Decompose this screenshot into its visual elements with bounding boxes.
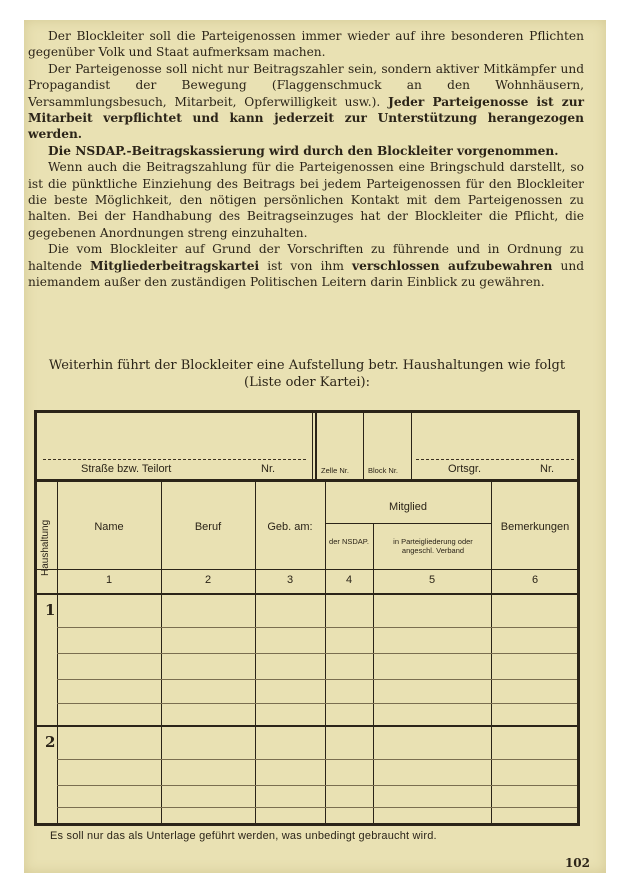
haushaltung-label: Haushaltung bbox=[40, 519, 51, 577]
col-name-header: Name bbox=[94, 521, 124, 533]
paragraph-5-d: verschlossen aufzubewahren bbox=[352, 258, 553, 273]
household-form bbox=[34, 410, 580, 826]
col-bemerkungen-header: Bemerkungen bbox=[500, 521, 570, 533]
col-number-5: 5 bbox=[428, 574, 436, 586]
paragraph-3: Die NSDAP.-Beitragskassierung wird durch den Blockleiter vorgenommen. bbox=[48, 143, 559, 158]
col-gliederung-header: in Parteigliederung oder angeschl. Verband bbox=[393, 537, 473, 555]
page-number: 102 bbox=[564, 856, 590, 870]
paragraph-5-b: Mitgliederbeitragskartei bbox=[90, 258, 260, 273]
paragraph-5-a: Die vom Blockleiter auf Grund der Vorschriften zu führende und in Ordnung zu haltende bbox=[28, 242, 584, 273]
house-nr-label: Nr. bbox=[261, 463, 276, 475]
body-text bbox=[28, 28, 584, 291]
street-label: Straße bzw. Teilort bbox=[81, 463, 172, 475]
entry-line bbox=[57, 759, 577, 760]
ortsgr-box bbox=[411, 413, 578, 479]
paragraph-1: Der Blockleiter soll die Parteigenossen immer wieder auf ihre besonderen Pflichten gegenüber Volk und Staat aufmerksam machen. bbox=[28, 29, 584, 60]
col-nsdap-header: der NSDAP. bbox=[329, 537, 369, 546]
address-dash-line bbox=[43, 459, 306, 460]
paragraph-5-e: und niemandem außer den zuständigen Politischen Leitern darin Einblick zu gewähren. bbox=[28, 258, 585, 290]
entry-line bbox=[57, 679, 577, 680]
block-box bbox=[363, 413, 412, 479]
zelle-box bbox=[315, 413, 365, 479]
entry-line bbox=[57, 703, 577, 704]
col-number-6: 6 bbox=[531, 574, 539, 586]
household-number-1: 1 bbox=[45, 601, 56, 619]
entry-line bbox=[57, 627, 577, 628]
entry-line bbox=[57, 807, 577, 808]
paragraph-2-text: Der Parteigenosse soll nicht nur Beitragszahler sein, sondern aktiver Mitkämpfer und Propagandist der Bewegung (Flaggenschmuck an den Wohnhäusern, Versammlungsbesuch, Mitarbeit, Opferwilligkeit usw.). bbox=[28, 61, 584, 109]
paragraph-5-c: ist von ihm bbox=[267, 258, 344, 273]
ortsgr-label: Ortsgr. bbox=[448, 463, 482, 475]
address-header bbox=[37, 413, 313, 479]
col-geb-header: Geb. am: bbox=[267, 521, 313, 533]
header-divider bbox=[37, 479, 577, 482]
ortsgr-nr-label: Nr. bbox=[540, 463, 555, 475]
household-divider bbox=[37, 725, 577, 727]
zelle-label: Zelle Nr. bbox=[321, 466, 349, 475]
col-number-3: 3 bbox=[286, 574, 294, 586]
col-line-5 bbox=[373, 523, 374, 823]
mitglied-sub-line bbox=[325, 523, 491, 524]
col-mitglied-header: Mitglied bbox=[389, 501, 427, 513]
paragraph-2 bbox=[28, 61, 584, 143]
paragraph-2-bold: Jeder Parteigenosse ist zur Mitarbeit verpflichtet und kann jederzeit zur Unterstützung herangezogen werden. bbox=[28, 94, 585, 142]
col-number-1: 1 bbox=[105, 574, 113, 586]
numbers-bottom-line bbox=[37, 593, 577, 595]
household-number-2: 2 bbox=[45, 733, 56, 751]
form-footnote: Es soll nur das als Unterlage geführt werden, was unbedingt gebraucht wird. bbox=[50, 830, 437, 842]
col-number-4: 4 bbox=[345, 574, 353, 586]
entry-line bbox=[57, 653, 577, 654]
ortsgr-dash-line bbox=[416, 459, 574, 460]
col-beruf-header: Beruf bbox=[194, 521, 222, 533]
header-bottom-line bbox=[37, 569, 577, 570]
entry-line bbox=[57, 785, 577, 786]
paragraph-4: Wenn auch die Beitragszahlung für die Parteigenossen eine Bringschuld darstellt, so ist die pünktliche Einziehung des Beitrags bei jedem Parteigenossen für den Blockleiter die beste Möglichkeit, den nötigen persönlichen Kontakt mit dem Parteigenossen zu halten. Bei der Handhabung des Beitragseinzuges hat der Blockleiter die Pflicht, die gegebenen Anordnungen streng einzuhalten. bbox=[28, 160, 584, 240]
col-number-2: 2 bbox=[204, 574, 212, 586]
paragraph-5 bbox=[28, 241, 584, 290]
block-label: Block Nr. bbox=[368, 466, 399, 475]
form-intro: Weiterhin führt der Blockleiter eine Aufstellung betr. Haushaltungen wie folgt (Liste oder Kartei): bbox=[48, 358, 566, 390]
